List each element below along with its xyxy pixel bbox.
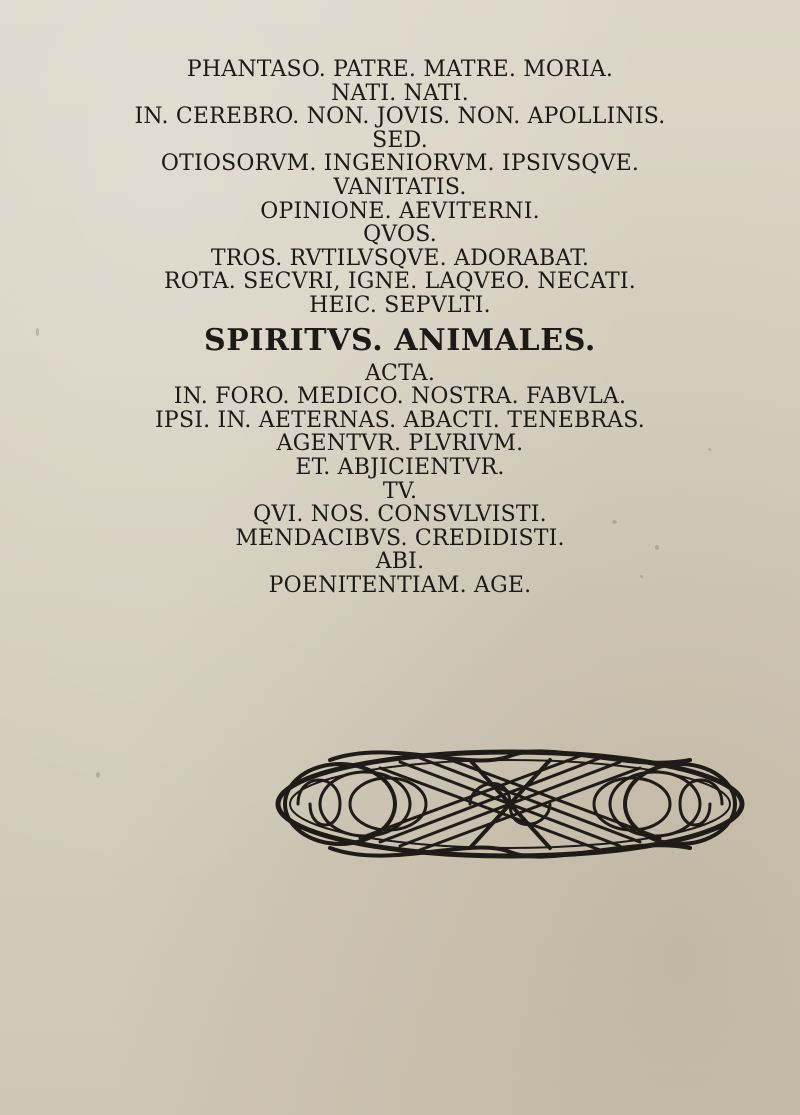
inscription-line: IN. FORO. MEDICO. NOSTRA. FABVLA. [173,384,627,410]
inscription-line: TV. [382,478,418,504]
inscription-line: QVOS. [363,222,437,248]
inscription-line: AGENTVR. PLVRIVM. [276,431,524,457]
inscription-line: HEIC. SEPVLTI. [309,292,491,318]
inscription-line: ET. ABJICIENTVR. [295,454,505,480]
inscription-line: ABI. [375,549,425,575]
inscription-line: SED. [372,127,428,153]
inscription-line: MENDACIBVS. CREDIDISTI. [235,525,565,551]
inscription-line: QVI. NOS. CONSVLVISTI. [253,502,547,528]
inscription-line: TROS. RVTILVSQVE. ADORABAT. [210,245,590,271]
inscription-line: OTIOSORVM. INGENIORVM. IPSIVSQVE. [160,151,640,177]
inscription-line: PHANTASO. PATRE. MATRE. MORIA. [186,57,614,82]
inscription-text [0,58,800,597]
paper-speck [96,772,100,778]
inscription-heading: SPIRITVS. ANIMALES. [204,322,596,358]
inscription-line: NATI. NATI. [331,80,469,106]
inscription-line: POENITENTIAM. AGE. [268,572,532,598]
inscription-line: ROTA. SECVRI, IGNE. LAQVEO. NECATI. [164,269,636,295]
inscription-line: VANITATIS. [333,174,467,200]
interlaced-knot-ornament [270,742,750,867]
inscription-line: IPSI. IN. AETERNAS. ABACTI. TENEBRAS. [155,407,645,433]
inscription-line: OPINIONE. AEVITERNI. [260,198,540,224]
inscription-line: IN. CEREBRO. NON. JOVIS. NON. APOLLINIS. [134,104,666,130]
inscription-line: ACTA. [364,360,436,386]
